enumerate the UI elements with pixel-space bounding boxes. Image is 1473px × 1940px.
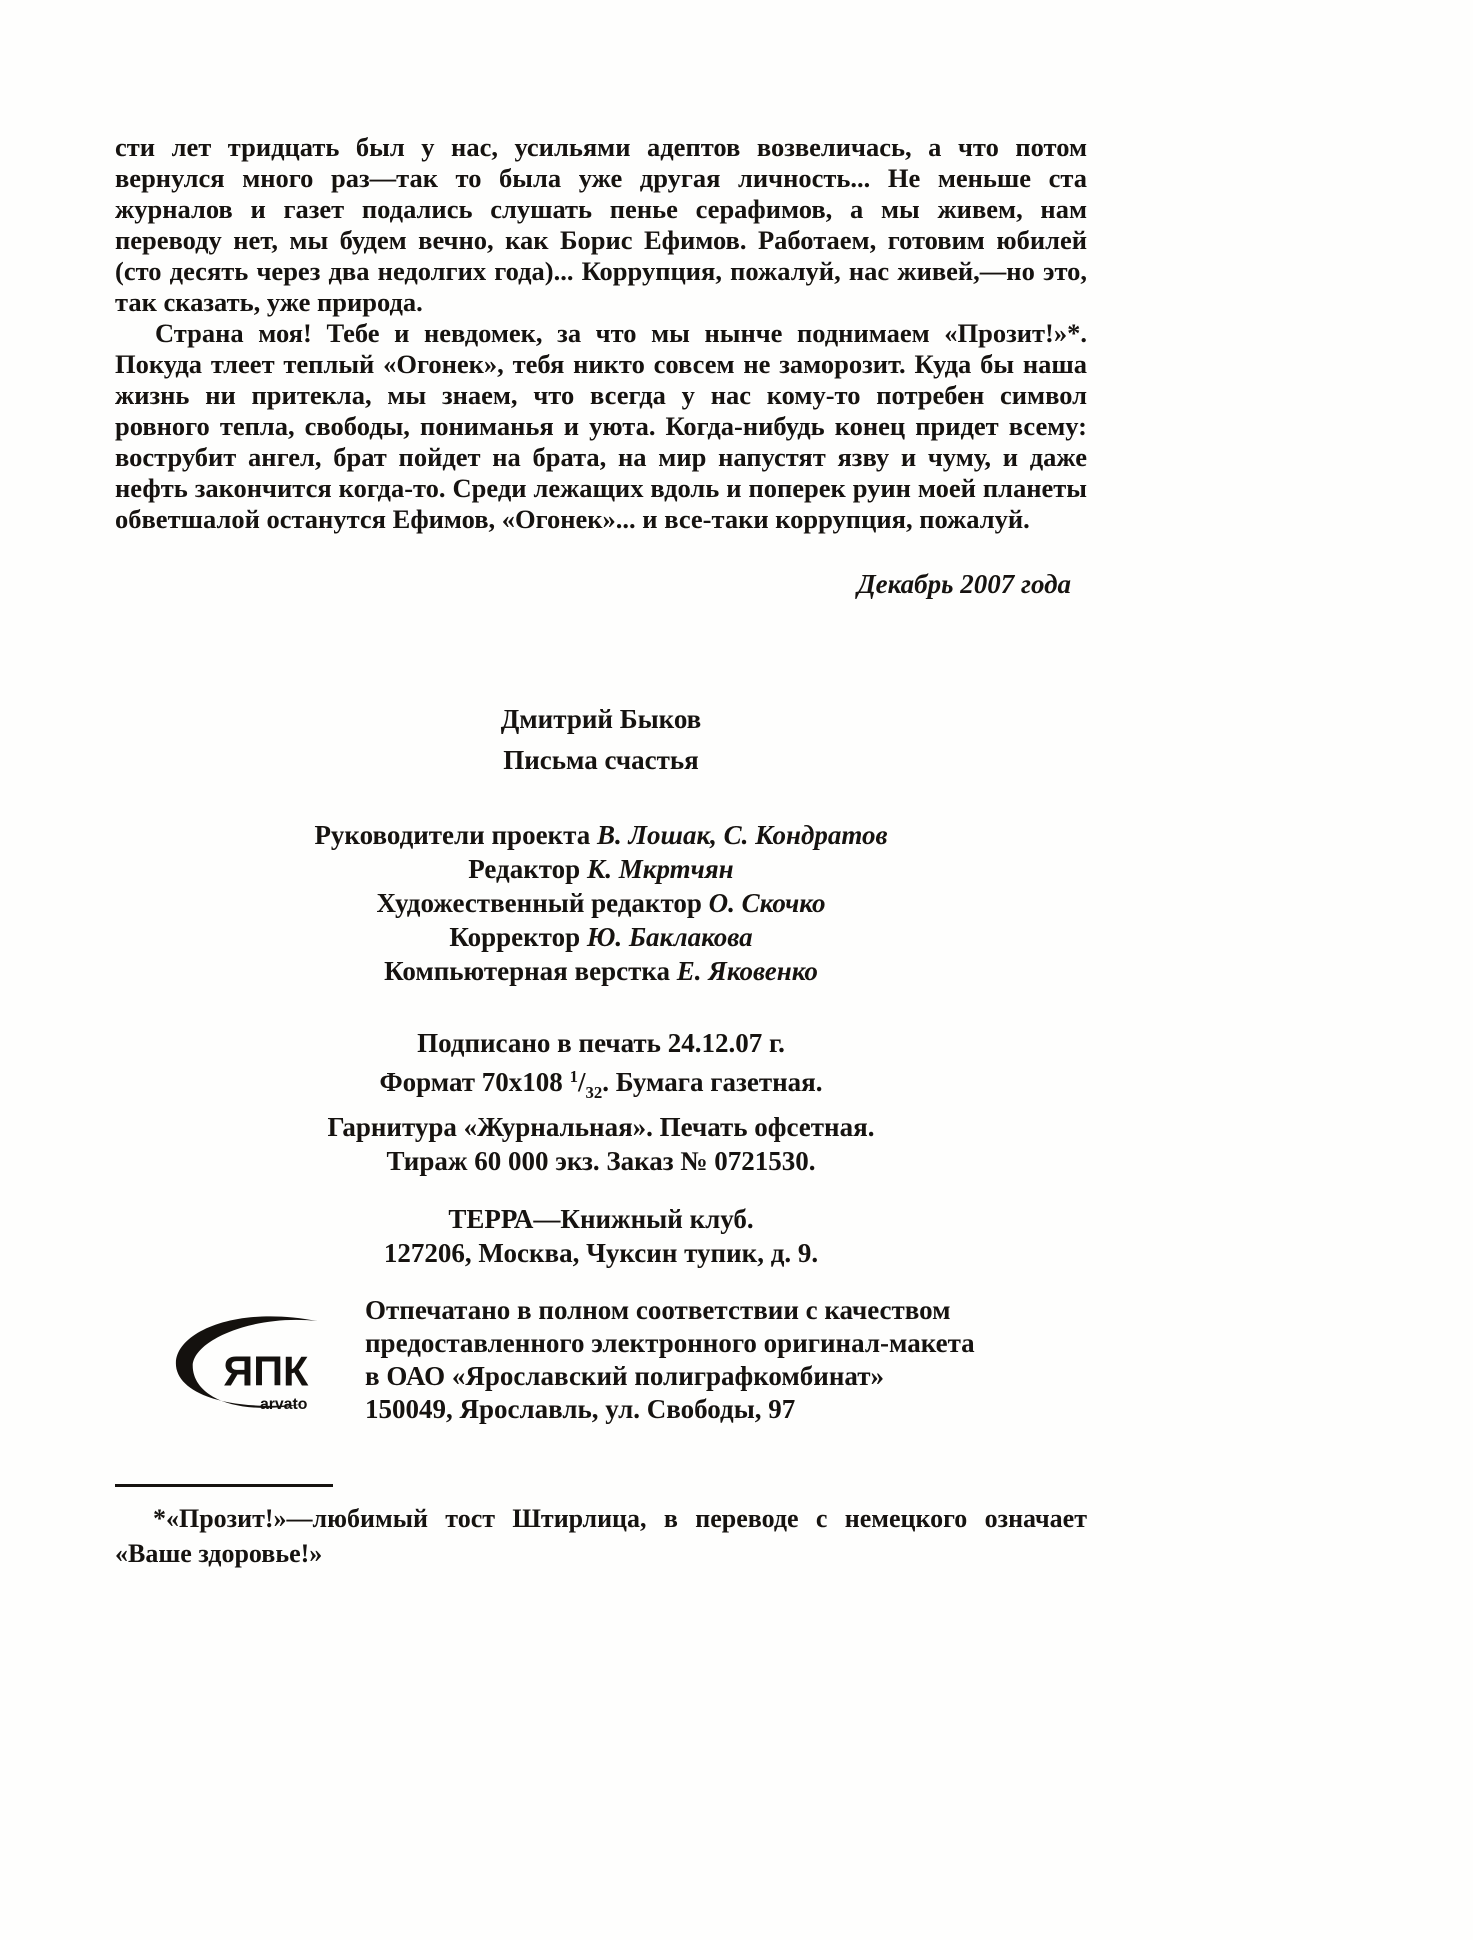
format-denominator: 32 <box>585 1083 603 1102</box>
publisher-block <box>115 1202 1087 1270</box>
print-signed-line: Подписано в печать 24.12.07 г. <box>417 1028 785 1058</box>
credit-role: Редактор <box>468 854 581 884</box>
printer-logo <box>167 1308 343 1430</box>
printer-line: в ОАО «Ярославский полиграфкомбинат» <box>365 1361 884 1391</box>
printer-logo-swoosh-icon <box>167 1308 343 1425</box>
credit-line <box>115 954 1087 988</box>
publisher-name: ТЕРРА—Книжный клуб. <box>448 1204 754 1234</box>
credit-line <box>115 886 1087 920</box>
credit-names: Е. Яковенко <box>676 956 818 986</box>
printer-line: 150049, Ярославль, ул. Свободы, 97 <box>365 1394 796 1424</box>
publisher-address: 127206, Москва, Чуксин тупик, д. 9. <box>383 1238 819 1268</box>
format-numerator: 1 <box>569 1067 578 1086</box>
credit-role: Художественный редактор <box>376 888 702 918</box>
credit-names: В. Лошак, С. Кондратов <box>596 820 888 850</box>
printer-text <box>365 1294 975 1426</box>
footnote-text: *«Прозит!»—любимый тост Штирлица, в переводе с немецкого означает «Ваше здоровье!» <box>115 1504 1087 1568</box>
format-post: . Бумага газетная. <box>602 1067 823 1097</box>
credit-line <box>115 852 1087 886</box>
text-column <box>115 132 1087 1571</box>
credits-block <box>115 818 1087 988</box>
printer-logo-text: ЯПК <box>223 1347 309 1395</box>
credit-names: О. Скочко <box>708 888 826 918</box>
credit-role: Руководители проекта <box>314 820 591 850</box>
print-typeface-line: Гарнитура «Журнальная». Печать офсетная. <box>327 1112 875 1142</box>
printer-logo-subtext: arvato <box>259 1396 308 1414</box>
printer-line: Отпечатано в полном соответствии с качеством <box>365 1295 951 1325</box>
credit-line <box>115 920 1087 954</box>
printer-block <box>115 1294 1087 1430</box>
credit-role: Компьютерная верстка <box>384 956 670 986</box>
body-paragraph-1: сти лет тридцать был у нас, усильями адептов возвеличась, а что потом вернулся много раз—так то была уже другая личность... Не меньше ста журналов и газет подались слушать пенье серафимов, а мы живем, нам переводу нет, мы будем вечно, как Борис Ефимов. Работаем, готовим юбилей (сто десять через два недолгих года)... Коррупция, пожалуй, нас живей,—но это, так сказать, уже природа. <box>115 132 1087 317</box>
print-info-block <box>115 1026 1087 1178</box>
book-title: Письма счастья <box>503 745 699 775</box>
footnote-rule <box>115 1484 333 1487</box>
print-format-line <box>115 1060 1087 1110</box>
credit-names: Ю. Баклакова <box>586 922 753 952</box>
footnote-block <box>115 1484 1087 1571</box>
colophon <box>115 704 1087 1430</box>
format-slash: / <box>577 1067 586 1097</box>
credit-role: Корректор <box>449 922 581 952</box>
author-name: Дмитрий Быков <box>500 704 702 734</box>
print-run-line: Тираж 60 000 экз. Заказ № 0721530. <box>386 1146 816 1176</box>
format-pre: Формат 70x108 <box>379 1067 570 1097</box>
credit-names: К. Мкртчян <box>586 854 734 884</box>
credit-line <box>115 818 1087 852</box>
printer-line: предоставленного электронного оригинал-макета <box>365 1328 975 1358</box>
body-paragraph-2: Страна моя! Тебе и невдомек, за что мы нынче поднимаем «Прозит!»*. Покуда тлеет теплый «Огонек», тебя никто совсем не заморозит. Куда бы наша жизнь ни притекла, мы знаем, что всегда у нас кому-то потребен символ ровного тепла, свободы, пониманья и уюта. Когда-нибудь конец придет всему: вострубит ангел, брат пойдет на брата, на мир напустят язву и чуму, и даже нефть закончится когда-то. Среди лежащих вдоль и поперек руин моей планеты обветшалой останутся Ефимов, «Огонек»... и все-таки коррупция, пожалуй. <box>115 318 1087 534</box>
date-line: Декабрь 2007 года <box>857 569 1071 599</box>
